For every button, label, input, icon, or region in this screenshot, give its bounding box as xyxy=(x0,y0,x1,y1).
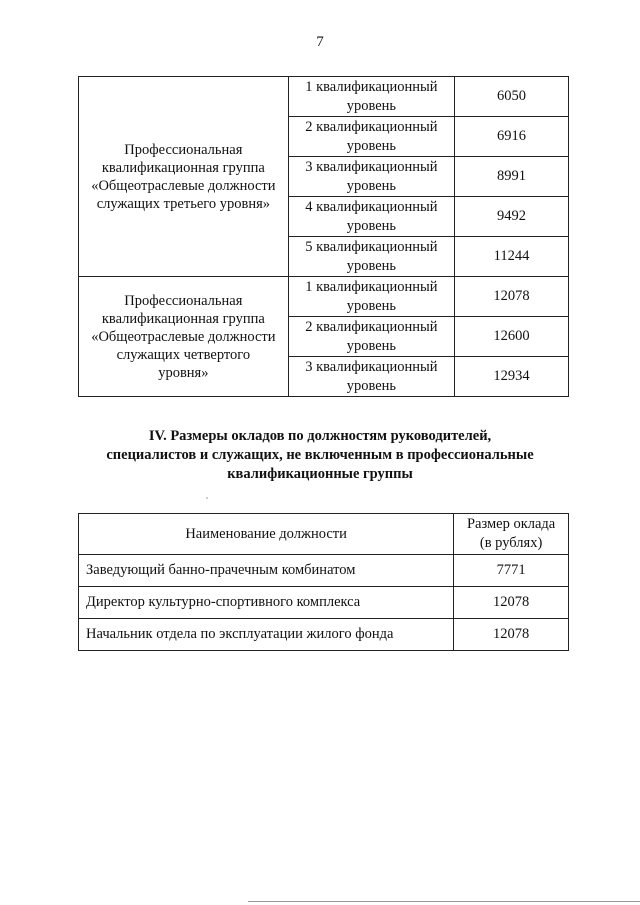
section-title-line: специалистов и служащих, не включенным в профессиональные xyxy=(106,447,534,463)
table-row xyxy=(79,555,569,587)
salary-cell: 9492 xyxy=(455,197,569,237)
level-label: 2 квалификационный xyxy=(305,318,438,335)
table-header-row xyxy=(79,514,569,555)
position-cell: Заведующий банно-прачечным комбинатом xyxy=(79,555,454,587)
section-title-line: квалификационные группы xyxy=(227,466,413,482)
group-name-line: Профессиональная xyxy=(124,141,243,158)
salary-cell: 7771 xyxy=(454,555,569,587)
table-row xyxy=(79,619,569,651)
table-row xyxy=(79,77,569,117)
group-name-cell xyxy=(79,277,289,397)
level-cell xyxy=(288,157,454,197)
qualification-groups-table xyxy=(78,76,569,397)
level-label: уровень xyxy=(346,217,397,234)
salary-cell: 12078 xyxy=(454,619,569,651)
positions-salary-table xyxy=(78,513,569,651)
level-cell xyxy=(288,357,454,397)
level-label: 3 квалификационный xyxy=(305,358,438,375)
salary-header xyxy=(454,514,569,555)
group-name-line: «Общеотраслевые должности xyxy=(91,328,276,345)
level-label: 4 квалификационный xyxy=(305,198,438,215)
table-row xyxy=(79,587,569,619)
salary-cell: 12934 xyxy=(455,357,569,397)
level-cell xyxy=(288,277,454,317)
salary-cell: 12078 xyxy=(454,587,569,619)
level-label: уровень xyxy=(346,137,397,154)
scan-edge-line xyxy=(248,901,640,902)
salary-header-line: (в рублях) xyxy=(479,535,543,551)
salary-cell: 6916 xyxy=(455,117,569,157)
group-name-line: Профессиональная xyxy=(124,292,243,309)
salary-cell: 12078 xyxy=(455,277,569,317)
group-name-line: служащих третьего уровня» xyxy=(96,195,270,212)
level-label: уровень xyxy=(346,377,397,394)
level-label: 1 квалификационный xyxy=(305,278,438,295)
group-name-line: квалификационная группа xyxy=(101,159,265,176)
salary-cell: 8991 xyxy=(455,157,569,197)
section-title xyxy=(60,427,580,484)
level-label: уровень xyxy=(346,337,397,354)
level-cell xyxy=(288,77,454,117)
level-label: 3 квалификационный xyxy=(305,158,438,175)
scan-speck xyxy=(206,497,208,499)
level-label: уровень xyxy=(346,297,397,314)
salary-cell: 11244 xyxy=(455,237,569,277)
table-row xyxy=(79,277,569,317)
salary-cell: 6050 xyxy=(455,77,569,117)
section-title-line: IV. Размеры окладов по должностям руководителей, xyxy=(148,428,492,444)
position-name-header: Наименование должности xyxy=(79,514,454,555)
page-number: 7 xyxy=(316,34,324,50)
level-label: уровень xyxy=(346,257,397,274)
position-cell: Директор культурно-спортивного комплекса xyxy=(79,587,454,619)
level-label: уровень xyxy=(346,97,397,114)
level-label: 5 квалификационный xyxy=(305,238,438,255)
level-cell xyxy=(288,197,454,237)
level-label: 2 квалификационный xyxy=(305,118,438,135)
salary-cell: 12600 xyxy=(455,317,569,357)
group-name-line: квалификационная группа xyxy=(101,310,265,327)
group-name-cell xyxy=(79,77,289,277)
group-name-line: «Общеотраслевые должности xyxy=(91,177,276,194)
level-label: уровень xyxy=(346,177,397,194)
position-cell: Начальник отдела по эксплуатации жилого фонда xyxy=(79,619,454,651)
level-label: 1 квалификационный xyxy=(305,78,438,95)
salary-header-line: Размер оклада xyxy=(466,516,556,532)
level-cell xyxy=(288,117,454,157)
level-cell xyxy=(288,237,454,277)
group-name-line: служащих четвертого xyxy=(116,346,251,363)
level-cell xyxy=(288,317,454,357)
group-name-line: уровня» xyxy=(158,364,209,381)
